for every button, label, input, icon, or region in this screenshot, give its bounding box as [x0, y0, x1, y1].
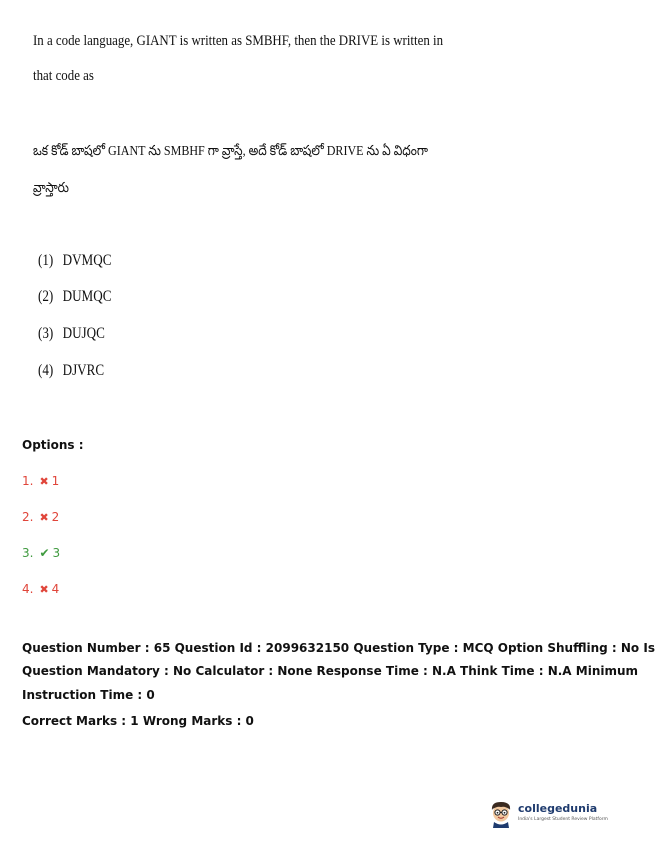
choice-text: DVMQC — [62, 252, 112, 269]
option-value: 2 — [51, 510, 60, 524]
cross-icon: ✖ — [39, 583, 49, 596]
option-label: 2. — [22, 510, 34, 524]
choice-number: (1) — [38, 252, 54, 269]
brand-name: collegedunia — [518, 802, 598, 815]
meta-line-3: Instruction Time : 0 — [22, 688, 155, 702]
choice-text: DUMQC — [62, 288, 112, 305]
option-value: 4 — [51, 582, 60, 596]
option-item-2 — [22, 510, 59, 524]
collegedunia-logo — [488, 800, 608, 830]
choice-text: DJVRC — [62, 362, 105, 379]
question-telugu-line-1: ఒక కోడ్ బాషలో GIANT ను SMBHF గా వ్రాస్తే, అదే కోడ్ బాషలో DRIVE ను ఏ విధంగా — [33, 144, 428, 159]
choice-number: (2) — [38, 288, 54, 305]
option-label: 3. — [22, 546, 34, 560]
cross-icon: ✖ — [39, 475, 49, 488]
choice-3 — [38, 325, 105, 343]
option-value: 3 — [52, 546, 61, 560]
check-icon: ✔ — [39, 546, 50, 560]
meta-line-4: Correct Marks : 1 Wrong Marks : 0 — [22, 714, 254, 728]
question-telugu-line-2: వ్రాస్తారు — [33, 181, 69, 196]
choice-1 — [38, 252, 111, 270]
meta-line-2: Question Mandatory : No Calculator : None Response Time : N.A Think Time : N.A Minimum — [22, 664, 639, 678]
meta-line-1: Question Number : 65 Question Id : 2099632150 Question Type : MCQ Option Shuffling : No Is — [22, 641, 655, 655]
option-value: 1 — [51, 474, 60, 488]
choice-2 — [38, 288, 111, 306]
brand-tagline: India's Largest Student Review Platform — [518, 817, 608, 822]
option-item-4 — [22, 582, 59, 596]
question-text-line-2: that code as — [33, 68, 94, 84]
choice-4 — [38, 362, 104, 380]
cross-icon: ✖ — [39, 511, 49, 524]
question-text-line-1: In a code language, GIANT is written as SMBHF, then the DRIVE is written in — [33, 33, 444, 49]
options-heading: Options : — [22, 438, 84, 452]
option-item-3 — [22, 546, 60, 560]
option-label: 4. — [22, 582, 34, 596]
mascot-icon — [488, 800, 514, 828]
option-item-1 — [22, 474, 59, 488]
option-label: 1. — [22, 474, 34, 488]
choice-number: (3) — [38, 325, 54, 342]
choice-number: (4) — [38, 362, 54, 379]
choice-text: DUJQC — [62, 325, 105, 342]
